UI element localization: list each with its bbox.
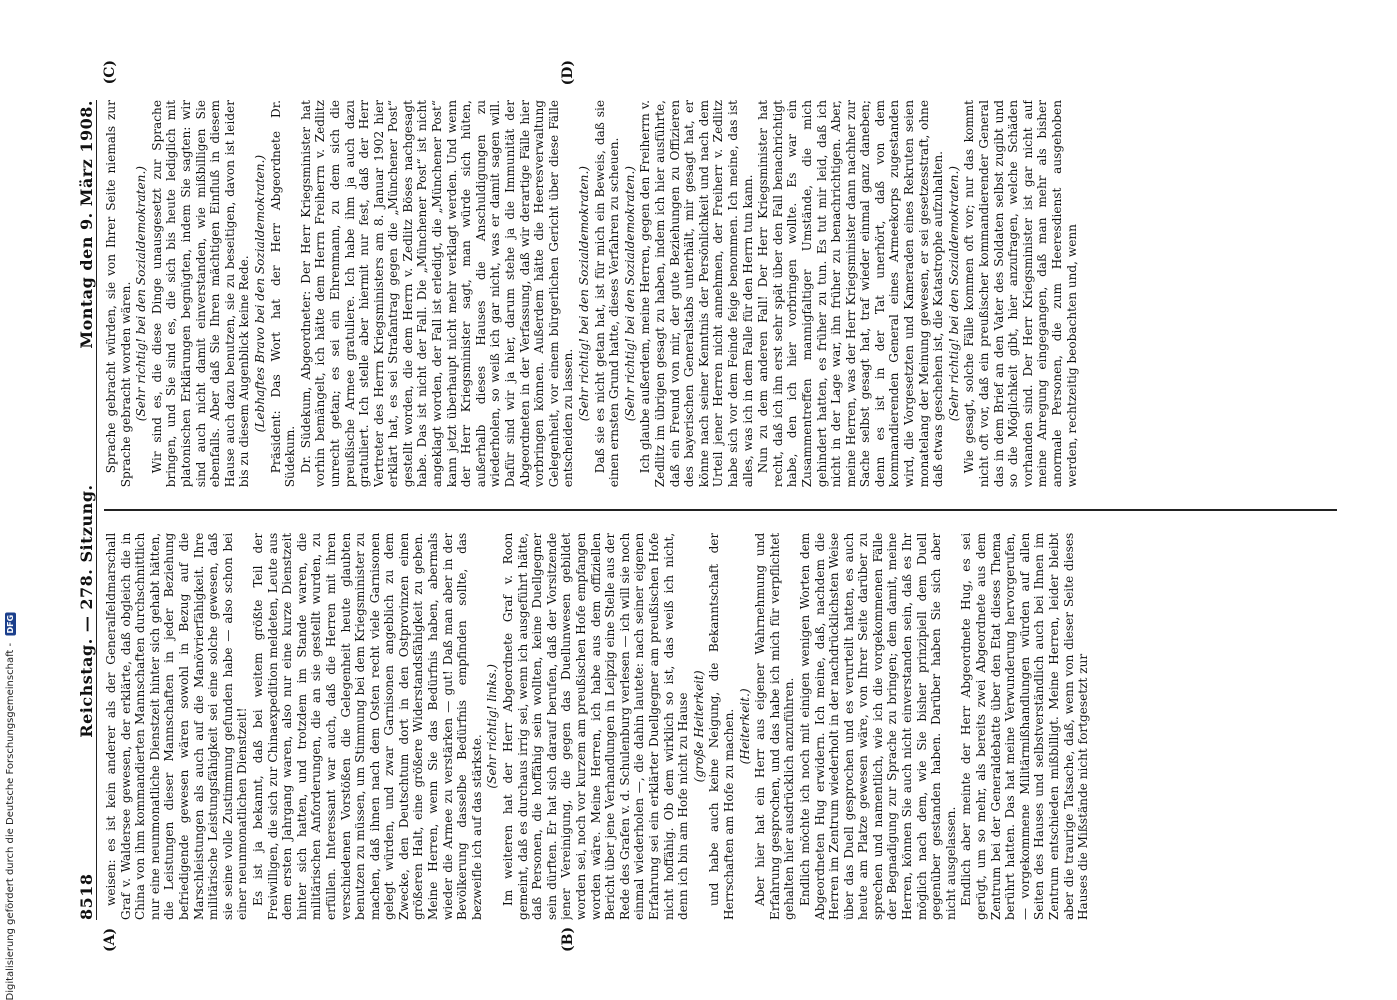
paragraph: Dr. Südekum, Abgeordneter: Der Herr Kriegsminister hat vorhin bemängelt, ich hätte dem Herrn Freiherrn v. Zedlitz unrecht getan; es sei ein Ehrenmann, zu dem sich die preußische Armee gratuliere. Ich habe ihm ja auch dazu gratuliert. Ich stelle aber hiermit nur fest, daß der Herr Vertreter des Herrn Kriegsministers am 8. Januar 1902 hier erklärt hat, es sei Strafantrag gegen die „Münchener Post“ gestellt worden, die dem Herrn v. Zedlitz Böses nachgesagt habe. Das ist nicht der Fall. Die „Münchener Post“ ist nicht angeklagt worden, der Fall ist erledigt, die „Münchener Post“ kann jetzt überhaupt nicht mehr verklagt werden. Und wenn der Herr Kriegsminister sagt, man würde sich hüten, außerhalb dieses Hauses die Anschuldigungen zu wiederholen, so weiß ich gar nicht, was er damit sagen will. Dafür sind wir ja hier, darum stehe ja die Immunität der Abgeordneten in der Verfassung, daß wir derartige Fälle hier vorbringen können. Außerdem hätte die Heeresverwaltung Gelegenheit, vor einem bürgerlichen Gericht über diese Fälle entscheiden zu lassen. bbox=[298, 100, 576, 488]
margin-marker-a: (A) bbox=[102, 927, 118, 952]
text-columns bbox=[104, 100, 1337, 920]
digitization-sidebar bbox=[0, 0, 20, 1000]
paragraph: Aber hier hat ein Herr aus eigener Wahrnehmung und Erfahrung gesprochen, und das habe ich mich für verpflichtet gehalten hier ausdrücklich anzuführen. bbox=[753, 532, 797, 920]
paragraph: (Sehr richtig! links.) bbox=[485, 664, 500, 789]
paragraph: und habe auch keine Neigung, die Bekanntschaft der Herrschaften am Hofe zu machen. bbox=[707, 532, 736, 920]
paragraph: (Sehr richtig! bei den Sozialdemokraten.) bbox=[946, 165, 961, 422]
paragraph: Es ist ja bekannt, daß bei weitem größte Teil der Freiwilligen, die sich zur Chinaexpedition meldeten, Leute aus dem ersten Jahrgang waren, also nur eine kurze Dienstzeit hinter sich hatten, und trotzdem im Stande waren, die militärischen Anforderungen, die an sie gestellt wurden, zu erfüllen. Interessant war auch, daß die Herren mit ihren verschiedenen Vorstößen die Gelegenheit heute glaubten benutzen zu müssen, um Stimmung bei dem Kriegsminister zu machen, daß ihnen nach dem Osten recht viele Garnisonen gelegt würden, und zwar Garnisonen angeblich zu dem Zwecke, den Deutschtum dort in den Ostprovinzen einen größeren Halt, eine größere Widerstandsfähigkeit zu geben. Meine Herren, wenn Sie das Bedürfnis haben, abermals wieder die Armee zu verstärken — gut! Daß man aber in der Bevölkerung dasselbe Bedürfnis empfinden sollte, das bezweifle ich auf das stärkste. bbox=[250, 532, 484, 920]
paragraph: (Sehr richtig! bei den Sozialdemokraten.) bbox=[134, 165, 149, 422]
paragraph: Sprache gebracht würden, sie von Ihrer Seite niemals zur Sprache gebracht worden wären. bbox=[104, 100, 133, 488]
paragraph: Präsident: Das Wort hat der Herr Abgeordnete Dr. Südekum. bbox=[268, 100, 298, 488]
paragraph: Daß sie es nicht getan hat, ist für mich ein Beweis, daß sie einen ernsten Grund hatte, dieses Verfahren zu scheuen. bbox=[592, 100, 622, 488]
paragraph: Endlich möchte ich noch mit einigen wenigen Worten dem Abgeordneten Hug erwidern. Ich meine, daß, nachdem die Herren im Zentrum wiederholt in der nachdrücklichsten Weise über das Duell gesprochen und es verurteilt hatten, es auch heute am Platze gewesen wäre, von Ihrer Seite darüber zu sprechen und namentlich, wie ich die vorgekommenen Fälle der Begnadigung zur Sprache zu bringen; dem damit, meine Herren, können Sie auch nicht einverstanden sein, daß es Ihr möglich nach dem, wie Sie bisher prinzipiell dem Duell gegenüber gestanden haben. Darüber haben Sie sich aber nicht ausgelassen. bbox=[797, 532, 958, 920]
paragraph: Wir sind es, die diese Dinge unausgesetzt zur Sprache bringen, und Sie sind es, die sich bis heute lediglich mit platonischen Erklärungen begnügten, indem Sie sagten: wir sind auch nicht damit einverstanden, wie mißbilligen Sie ebenfalls. Aber daß Sie Ihren mächtigen Einfluß in diesem Hause auch dazu benutzen, sie zu beseitigen, davon ist leider bis zu diesem Augenblick keine Rede. bbox=[149, 100, 252, 488]
paragraph: (Lebhaftes Bravo bei den Sozialdemokraten.) bbox=[252, 154, 267, 433]
margin-marker-c: (C) bbox=[102, 60, 118, 85]
column-divider bbox=[104, 509, 1337, 511]
paragraph: Wie gesagt, solche Fälle kommen oft vor; nur das kommt nicht oft vor, daß ein preußischer kommandierender General das in dem Brief an den Vater des Soldaten selbst zugibt und so die Möglichkeit gibt, hier anzufragen, welche Schäden vorhanden sind. Der Herr Kriegsminister ist gar nicht auf meine Anregung eingegangen, daß man mehr als bisher anormale Personen, die zum Heeresdienst ausgehoben werden, rechtzeitig beobachten und, wenn bbox=[962, 100, 1079, 488]
page-header bbox=[70, 100, 97, 920]
margin-marker-d: (D) bbox=[560, 60, 576, 86]
page-title: Reichstag. — 278. Sitzung. bbox=[77, 484, 96, 738]
paragraph: (Heiterkeit.) bbox=[737, 688, 752, 765]
paragraph: Nun zu dem anderen Fall! Der Herr Kriegsminister hat recht, daß ich ihn erst sehr spät über den Fall benachrichtigt habe, den ich hier vorbringen wollte. Es war ein Zusammentreffen mannigfaltiger Umstände, die mich gehindert hatten, es früher zu tun. Es tut mir leid, daß ich nicht in der Lage war, ihn früher zu benachrichtigen. Aber, meine Herren, was der Herr Kriegsminister dann nachher zur Sache selbst gesagt hat, traf wieder einmal ganz daneben; denn es ist in der Tat unerhört, daß von dem kommandierenden General eines Armeekorps zugestanden wird, die Vorgesetzten und Kameraden eines Rekruten seien monatelang der Meinung gewesen, er sei gesetzesstraft, ohne daß etwas geschehen ist, die Katastrophe aufzuhalten. bbox=[756, 100, 946, 488]
paragraph: weisen: es ist kein anderer als der Generalfeldmarschall Graf v. Waldersee gewesen, der erklärte, daß obgleich die in China von ihm kommandierten Mannschaften durchschnittlich nur eine neunmonatliche Dienstzeit hinter sich gehabt hätten, die Leistungen dieser Mannschaften in jeder Beziehung befriedigende gewesen wären sowohl in Bezug auf die Marschleistungen als auch auf die Manövrierfähigkeit. Ihre militärische Leistungsfähigkeit sei eine solche gewesen, daß sie seine volle Zustimmung gefunden habe — also schon bei einer neunmonatlichen Dienstzeit! bbox=[104, 532, 250, 920]
right-column bbox=[104, 100, 1337, 487]
dfg-logo: DFG bbox=[5, 614, 15, 634]
page-number: 8518 bbox=[77, 873, 96, 920]
margin-marker-b: (B) bbox=[560, 926, 576, 952]
digitization-credit bbox=[5, 573, 16, 1000]
digitization-credit-text: Digitalisierung gefördert durch die Deutsche Forschungsgemeinschaft - bbox=[4, 642, 16, 1000]
paragraph: (große Heiterkeit) bbox=[691, 670, 706, 783]
paragraph: Im weiteren hat der Herr Abgeordnete Graf v. Roon gemeint, daß es durchaus irrig sei, wenn ich ausgeführt hätte, daß Personen, die hoffähig sein wollten, keine Duellgegner sein dürften. Er hat sich darauf berufen, daß der Vorsitzende jener Vereinigung, die gegen das Duellunwesen gebildet worden sei, noch vor kurzem am preußischen Hofe empfangen worden wäre. Meine Herren, ich habe aus dem offiziellen Bericht über jene Verhandlungen in Leipzig eine Stelle aus der Rede des Grafen v. d. Schulenburg verlesen — ich will sie noch einmal wiederholen —, die dahin lautete: nach seiner eigenen Erfahrung sei ein erklärter Duellgegner am preußischen Hofe nicht hoffähig. Ob dem wirklich so ist, das weiß ich nicht, denn ich bin am Hofe nicht zu Hause bbox=[501, 532, 691, 920]
paragraph: (Sehr richtig! bei den Sozialdemokraten.) bbox=[622, 165, 637, 422]
left-column bbox=[104, 533, 1337, 920]
paragraph: Endlich aber meinte der Herr Abgeordnete Hug, es sei gerügt, um so mehr, als bereits zwei Abgeordnete aus dem Zentrum bei der Generaldebatte über den Etat dieses Thema berührt hatten. Das hat meine Verwunderung hervorgerufen, — vorgekommene Militärmißhandlungen würden auf allen Seiten des Hauses und selbstverständlich auch bei Ihnen im Zentrum entschieden mißbilligt. Meine Herren, leider bleibt aber die traurige Tatsache, daß, wenn von dieser Seite dieses Hauses die Mißstände nicht fortgesetzt zur bbox=[959, 532, 1091, 920]
paragraph: Ich glaube außerdem, meine Herren, gegen den Freiherrn v. Zedlitz im übrigen gesagt zu haben, indem ich hier ausführte, daß ein Freund von mir, der gute Beziehungen zu Offizieren des bayerischen Generalstabs unterhält, mir gesagt hat, er könne nach seiner Kenntnis der Persönlichkeit und nach dem Urteil jener Herren nicht annehmen, der Freiherr v. Zedlitz habe sich vor dem Feinde feige benommen. Ich meine, das ist alles, was ich in dem Falle für den Herrn tun kann. bbox=[638, 100, 755, 488]
page-date: Montag den 9. März 1908. bbox=[77, 100, 96, 349]
paragraph: (Sehr richtig! bei den Sozialdemokraten.) bbox=[577, 165, 591, 422]
